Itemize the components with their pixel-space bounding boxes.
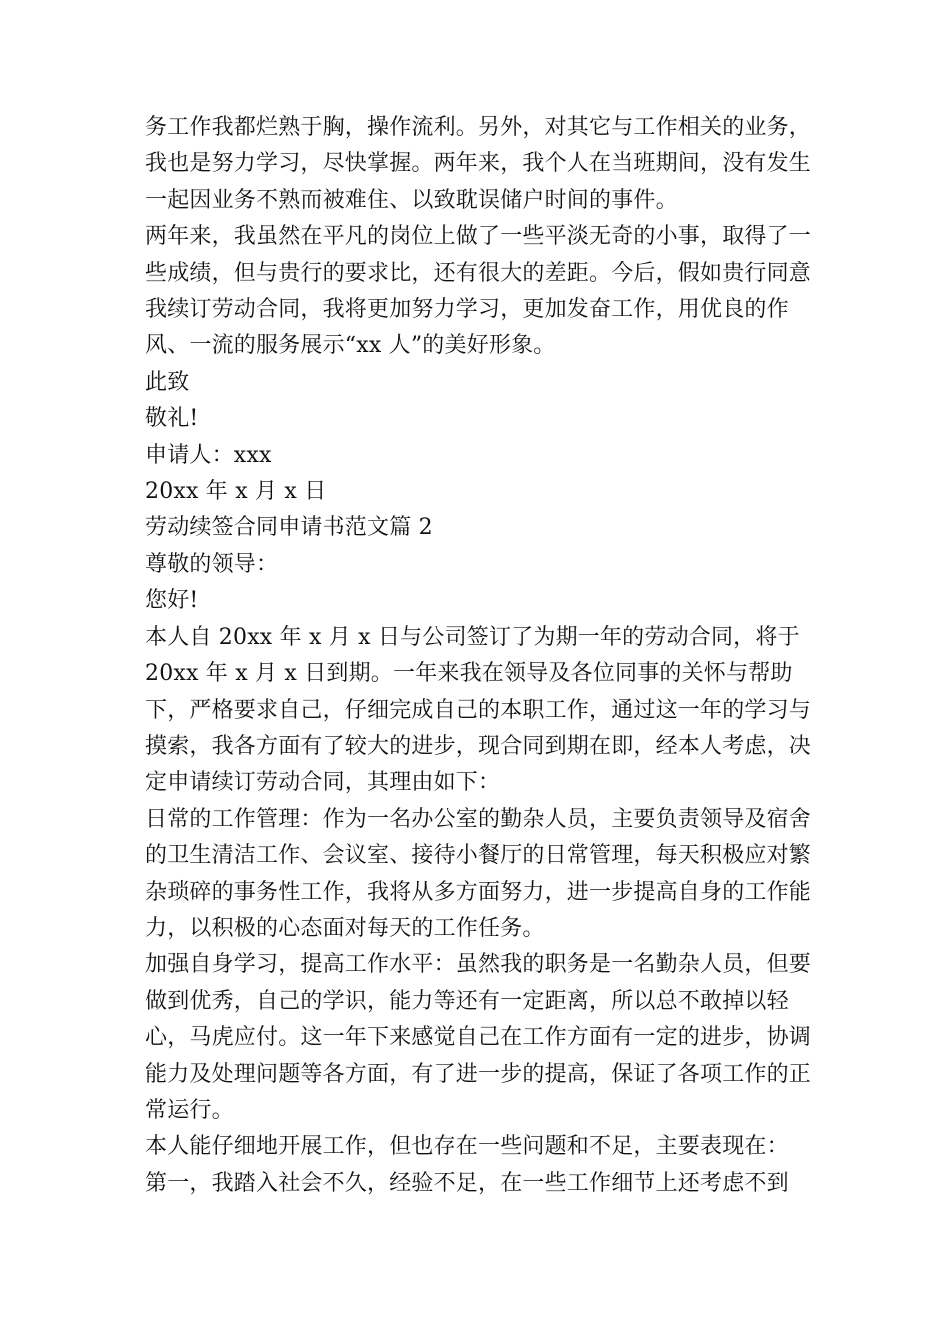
paragraph-daily-management: 日常的工作管理：作为一名办公室的勤杂人员，主要负责领导及宿舍的卫生清洁工作、会议室、接待小餐厅的日常管理，每天积极应对繁杂琐碎的事务性工作，我将从多方面努力，进一步提高自身的工作能力，以积极的心态面对每天的工作任务。	[145, 806, 812, 941]
date-line: 20xx 年 x 月 x 日	[145, 479, 327, 505]
greeting-addressee: 尊敬的领导：	[145, 551, 279, 577]
greeting-hello: 您好!	[145, 588, 199, 614]
closing-regards: 敬礼!	[145, 406, 199, 432]
paragraph-shortcomings: 本人能仔细地开展工作，但也存在一些问题和不足，主要表现在：	[145, 1134, 789, 1160]
paragraph-first-point: 第一，我踏入社会不久，经验不足，在一些工作细节上还考虑不到	[145, 1170, 789, 1196]
section-title: 劳动续签合同申请书范文篇 2	[145, 515, 433, 541]
applicant-line: 申请人：xxx	[145, 442, 272, 468]
closing-salutation: 此致	[145, 369, 190, 395]
document-body	[145, 110, 815, 1202]
paragraph-contract-intro: 本人自 20xx 年 x 月 x 日与公司签订了为期一年的劳动合同，将于 20xx 年 x 月 x 日到期。一年来我在领导及各位同事的关怀与帮助下，严格要求自己，仔细完成自己的本职工作，通过这一年的学习与摸索，我各方面有了较大的进步，现合同到期在即，经本人考虑，决定申请续订劳动合同，其理由如下：	[145, 624, 812, 796]
paragraph-work-continued: 务工作我都烂熟于胸，操作流利。另外，对其它与工作相关的业务，我也是努力学习，尽快掌握。两年来，我个人在当班期间，没有发生一起因业务不熟而被难住、以致耽误储户时间的事件。	[145, 115, 812, 213]
paragraph-two-years: 两年来，我虽然在平凡的岗位上做了一些平淡无奇的小事，取得了一些成绩，但与贵行的要求比，还有很大的差距。今后，假如贵行同意我续订劳动合同，我将更加努力学习，更加发奋工作，用优良的作风、一流的服务展示“xx 人”的美好形象。	[145, 224, 812, 359]
paragraph-self-study: 加强自身学习，提高工作水平：虽然我的职务是一名勤杂人员，但要做到优秀，自己的学识，能力等还有一定距离，所以总不敢掉以轻心，马虎应付。这一年下来感觉自己在工作方面有一定的进步，协调能力及处理问题等各方面，有了进一步的提高，保证了各项工作的正常运行。	[145, 952, 812, 1123]
